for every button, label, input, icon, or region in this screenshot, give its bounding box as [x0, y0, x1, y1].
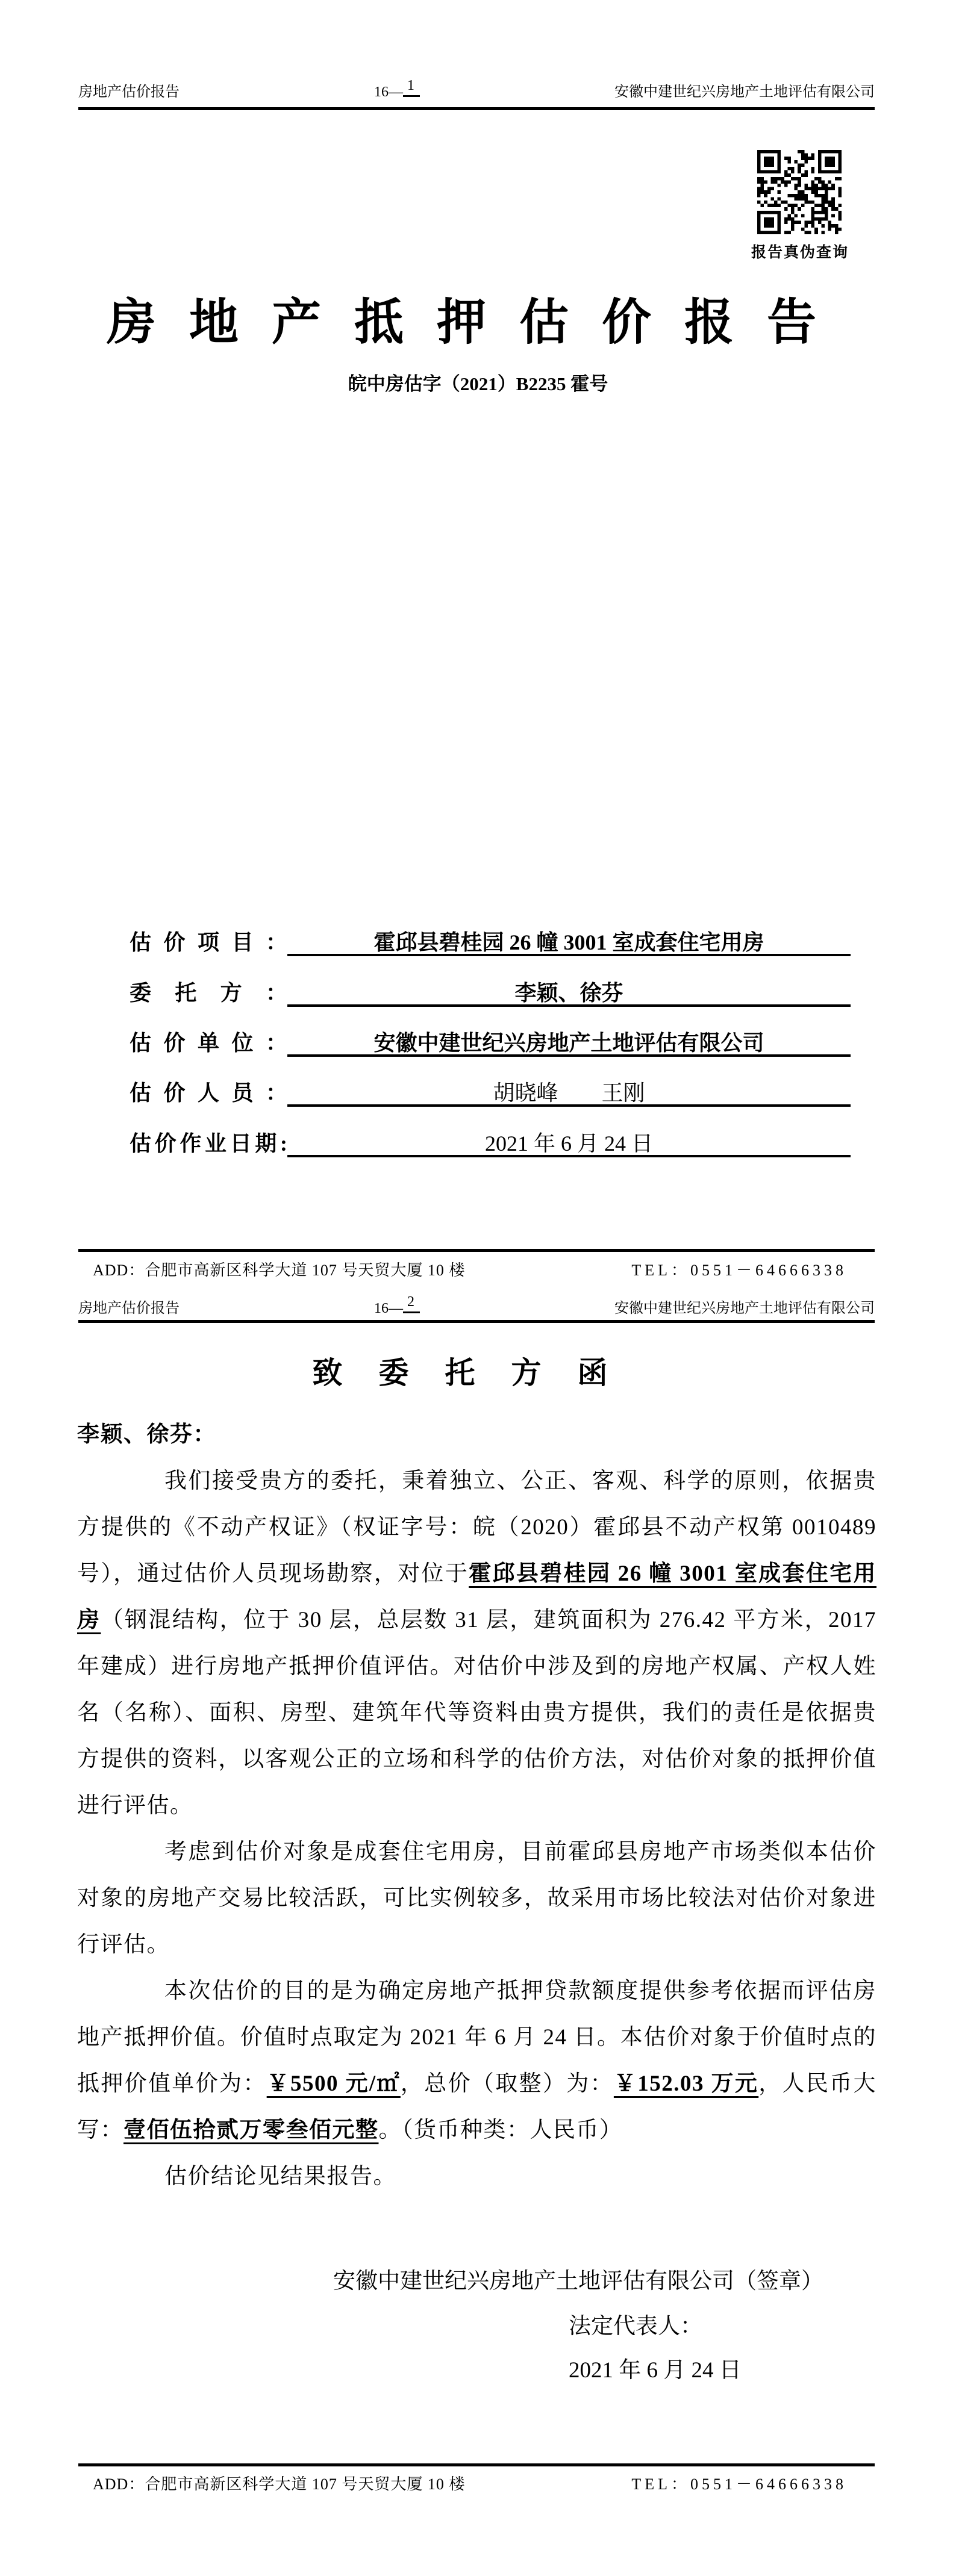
report-doc-number: 皖中房估字（2021）B2235 霍号: [348, 373, 608, 394]
page1-footer: [78, 1261, 875, 1280]
letter-title: 致委托方函: [312, 1356, 644, 1390]
body-paragraph: [77, 2153, 876, 2200]
header-company: 安徽中建世纪兴房地产土地评估有限公司: [614, 84, 875, 100]
body-text: 我们接受贵方的委托，秉着独立、公正、客观、科学的原则，依据贵方提供的《不动产权证》（权证字号：皖（2020）霍邱县不动产权第 0010489 号），通过估价人员现场勘察，对位于: [77, 1469, 876, 1586]
field-value-agency: 安徽中建世纪兴房地产土地评估有限公司: [287, 1029, 851, 1057]
field-value-date: 2021 年 6 月 24 日: [287, 1130, 851, 1157]
report-title: 房地产抵押估价报告: [106, 295, 849, 350]
salutation: 李颖、徐芬：: [77, 1422, 216, 1447]
field-label-agency: 估价单位：: [130, 1031, 287, 1055]
header-company: 安徽中建世纪兴房地产土地评估有限公司: [614, 1301, 875, 1316]
page2-footer: [78, 2475, 875, 2494]
field-row-project: [130, 929, 851, 956]
page1-footer-rule: [78, 1249, 875, 1252]
page2-header-rule: [78, 1320, 875, 1323]
page2-header: [78, 1294, 875, 1320]
body-paragraph: [77, 1458, 876, 1829]
footer-tel: TEL：0551－64666338: [631, 2475, 847, 2493]
field-row-client: [130, 979, 851, 1007]
field-row-date: [130, 1130, 851, 1157]
footer-address: ADD：合肥市高新区科学大道 107 号天贸大厦 10 楼: [93, 1262, 466, 1279]
signature-legal-rep: 法定代表人：: [569, 2314, 702, 2339]
page2-number: [374, 1294, 420, 1320]
field-row-appraisers: [130, 1079, 851, 1107]
body-paragraph: [77, 1829, 876, 1968]
body-text: 考虑到估价对象是成套住宅用房，目前霍邱县房地产市场类似本估价对象的房地产交易比较活跃，可比实例较多，故采用市场比较法对估价对象进行评估。: [77, 1840, 876, 1957]
page-number-prefix: 16—: [374, 84, 403, 100]
header-doc-type: 房地产估价报告: [78, 1301, 180, 1316]
body-paragraph: [77, 1968, 876, 2153]
footer-address: ADD：合肥市高新区科学大道 107 号天贸大厦 10 楼: [93, 2475, 466, 2493]
body-text: 本次估价的目的是为确定房地产抵押贷款额度提供参考依据而评估房地产抵押价值。价值时点取定为 2021 年 6 月 24 日。本估价对象于价值时点的抵押价值单价为：: [77, 1979, 876, 2096]
field-label-appraisers: 估价人员：: [130, 1081, 287, 1105]
field-value-project: 霍邱县碧桂园 26 幢 3001 室成套住宅用房: [287, 929, 851, 956]
field-label-date: 估价作业日期:: [130, 1131, 287, 1156]
field-label-project: 估价项目：: [130, 930, 287, 954]
page1-header: [78, 78, 875, 104]
page2-footer-rule: [78, 2463, 875, 2466]
body-text: ，人民币大写：: [77, 2071, 877, 2142]
field-row-agency: [130, 1029, 851, 1057]
emphasized-value: ￥5500 元/㎡: [266, 2071, 401, 2096]
qr-code: [757, 148, 842, 237]
emphasized-value: 壹佰伍拾贰万零叁佰元整: [123, 2118, 379, 2142]
body-text: 估价结论见结果报告。: [164, 2164, 396, 2189]
body-text: ，总价（取整）为：: [400, 2071, 614, 2096]
letter-paragraphs: [77, 1458, 876, 2200]
field-value-appraisers: 胡晓峰 王刚: [287, 1079, 851, 1107]
emphasized-value: ￥152.03 万元: [613, 2071, 759, 2096]
body-text: （钢混结构，位于 30 层，总层数 31 层，建筑面积为 276.42 平方米，2017 年建成）进行房地产抵押价值评估。对估价中涉及到的房地产权属、产权人姓名（名称）、面积、房型、建筑年代等资料由贵方提供，我们的责任是依据贵方提供的资料，以客观公正的立场和科学的估价方法，对估价对象的抵押价值进行评估。: [77, 1608, 877, 1818]
page1-number: [374, 78, 420, 104]
emphasized-value: 霍邱县碧桂园 26 幢 3001 室成套住宅用房: [77, 1561, 877, 1632]
header-doc-type: 房地产估价报告: [78, 84, 180, 100]
signature-date: 2021 年 6 月 24 日: [569, 2358, 742, 2383]
qr-caption: 报告真伪查询: [751, 244, 849, 261]
page-number-value: 2: [403, 1293, 420, 1313]
field-value-client: 李颖、徐芬: [287, 979, 851, 1007]
page1-header-rule: [78, 107, 875, 110]
letter-body: [77, 1411, 876, 2200]
page-number-prefix: 16—: [374, 1301, 403, 1316]
footer-tel: TEL：0551－64666338: [631, 1262, 847, 1279]
field-label-client: 委托方：: [130, 981, 287, 1005]
signature-company: 安徽中建世纪兴房地产土地评估有限公司（签章）: [333, 2269, 823, 2294]
page-number-value: 1: [403, 76, 420, 97]
body-text: 。（货币种类：人民币）: [378, 2118, 623, 2142]
